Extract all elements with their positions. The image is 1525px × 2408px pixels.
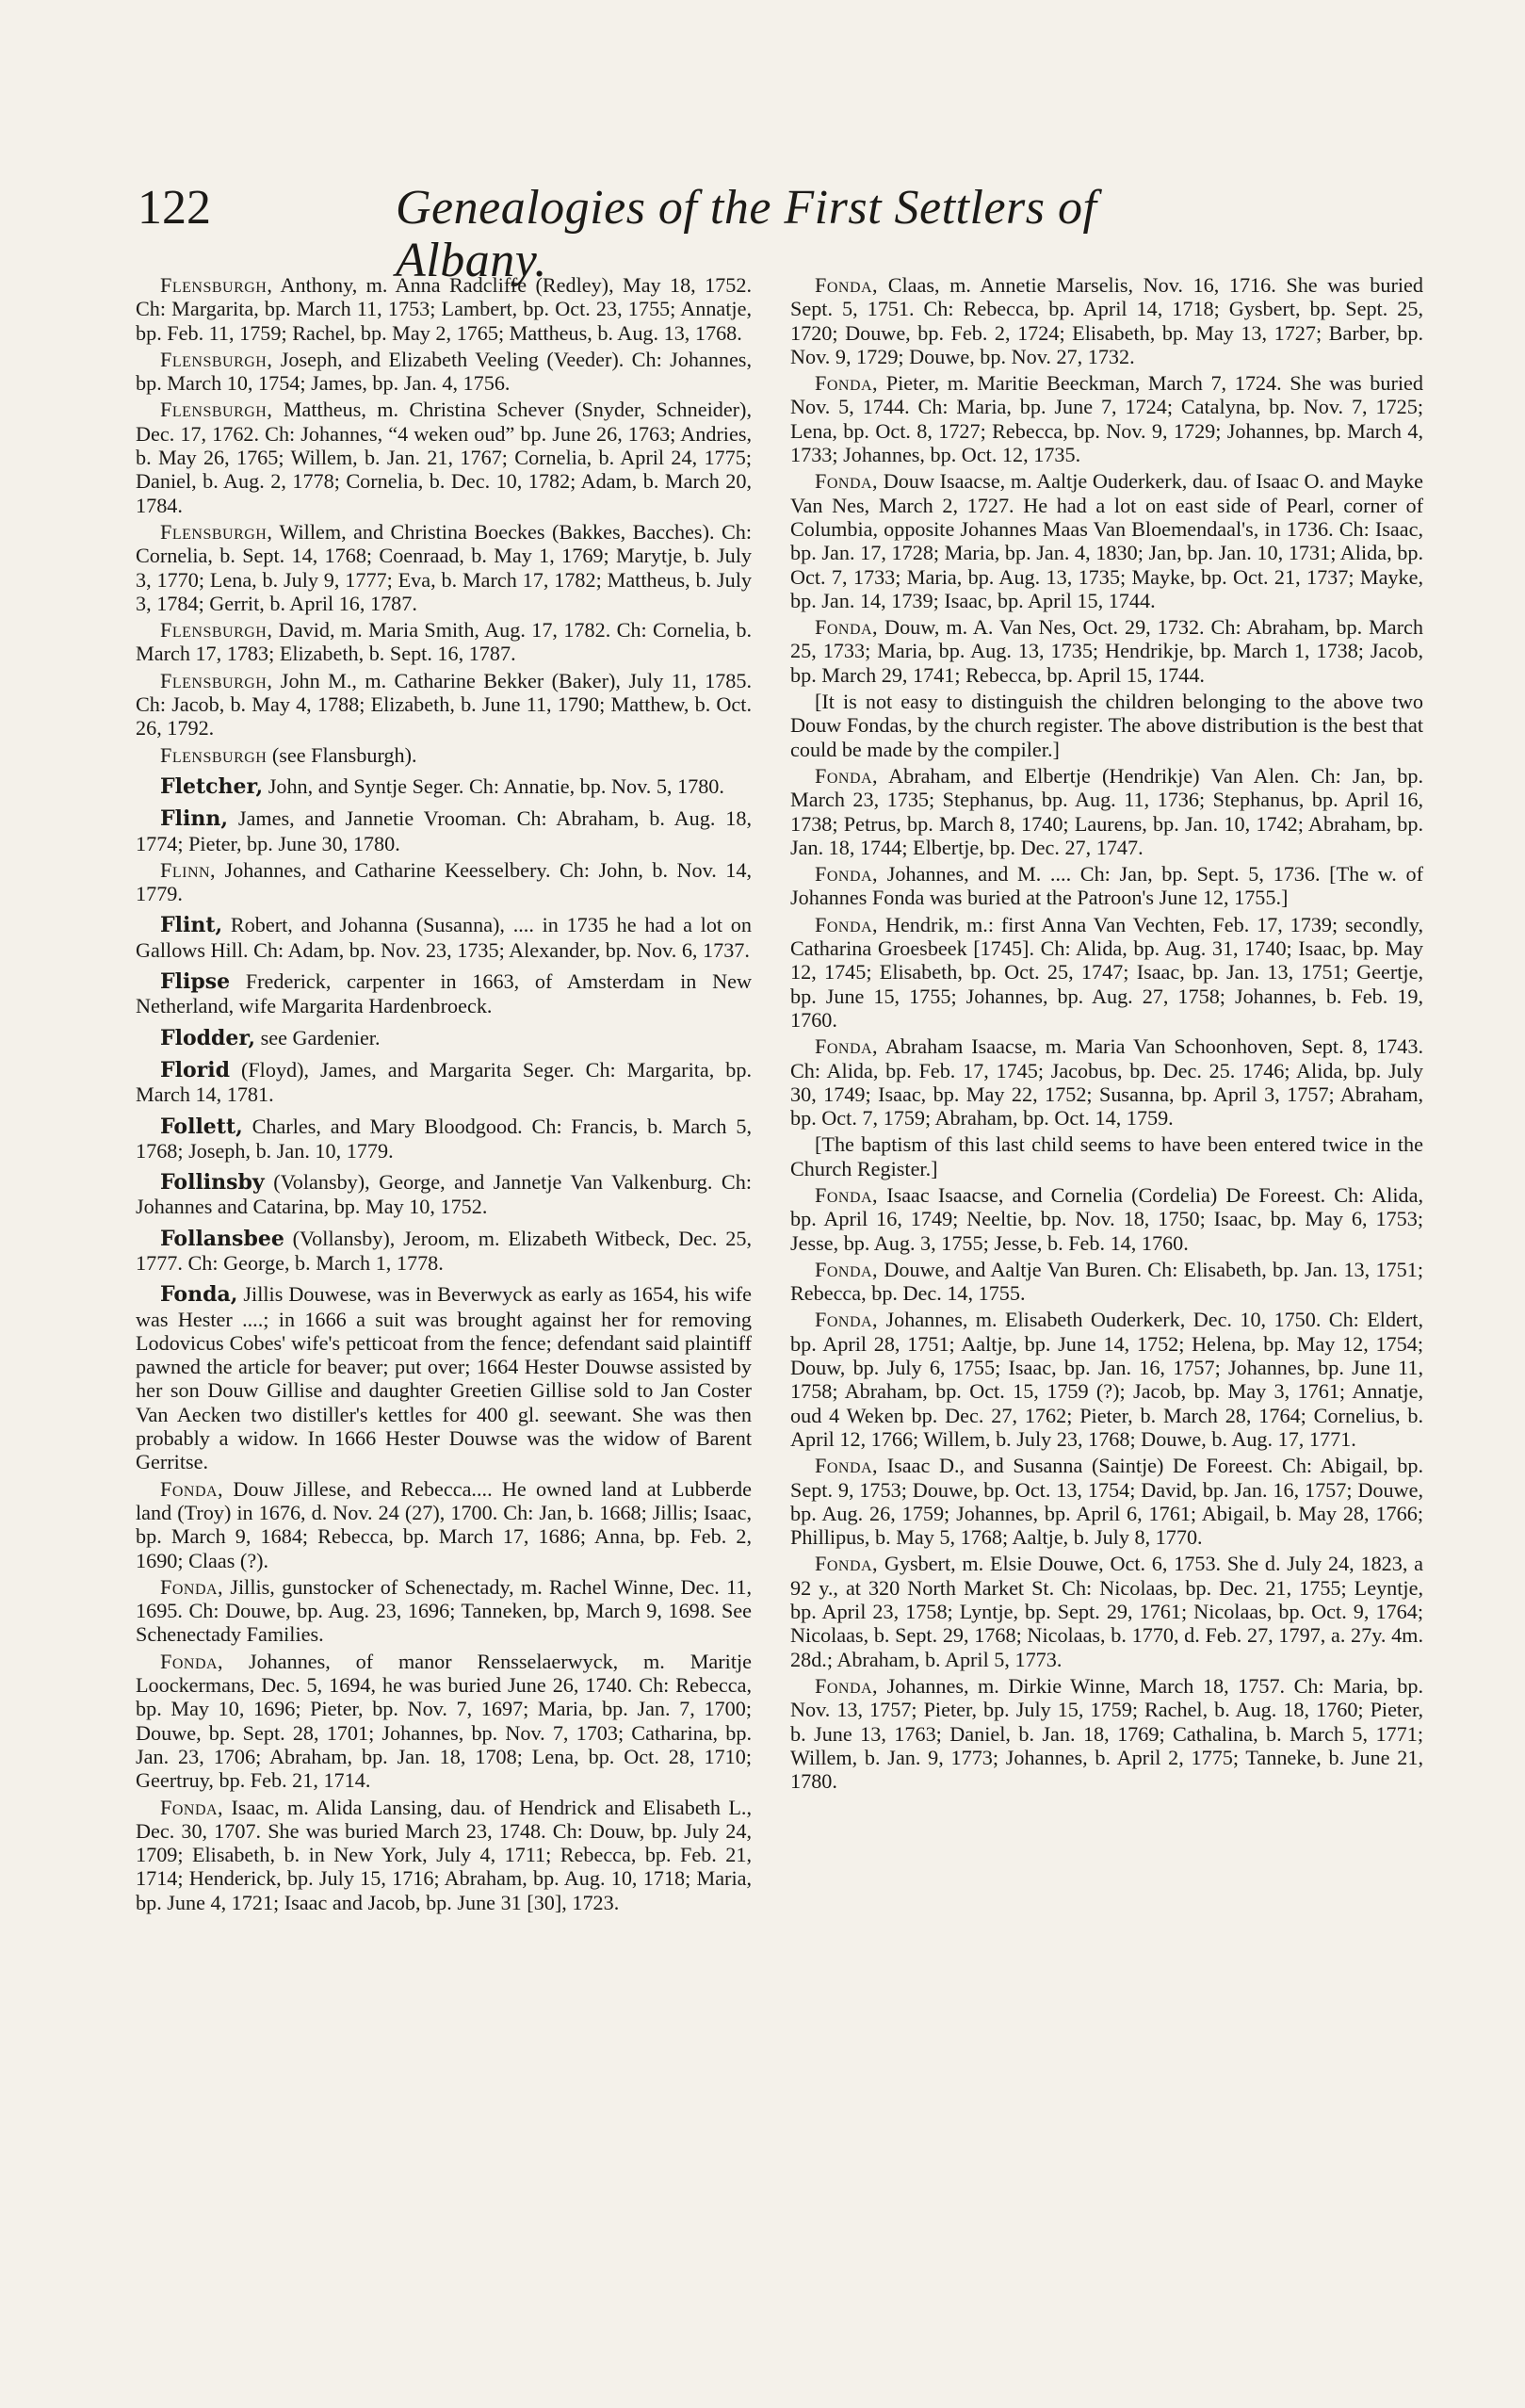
- genealogy-entry: [136, 398, 752, 516]
- entry-text: Pieter, m. Maritie Beeckman, March 7, 1724. She was buried Nov. 5, 1744. Ch: Maria, bp. June 7, 1724; Catalyna, bp. Nov. 7, 1725; Lena, bp. Oct. 8, 1727; Rebecca, bp. Nov. 9, 1729; Johannes, bp. March 4, 1733; Johannes, bp. Oct. 12, 1735.: [790, 371, 1423, 467]
- surname-heading: Fonda,: [815, 1182, 879, 1207]
- genealogy-entry: [136, 774, 752, 799]
- page-number: 122: [138, 181, 211, 235]
- surname-heading: Follett,: [160, 1114, 243, 1139]
- genealogy-entry: [136, 743, 752, 767]
- surname-heading: Fonda,: [815, 1034, 879, 1059]
- right-column: [790, 273, 1423, 1796]
- surname-heading: Fonda,: [815, 912, 879, 936]
- surname-heading: Fonda,: [160, 1795, 224, 1819]
- surname-heading: Flensburgh,: [160, 519, 273, 544]
- genealogy-entry: [136, 1227, 752, 1276]
- genealogy-entry: [790, 469, 1423, 612]
- running-title: Genealogies of the First Settlers of Albany.: [396, 181, 1097, 287]
- entry-text: Johannes, and Catharine Keesselbery. Ch: John, b. Nov. 14, 1779.: [136, 857, 752, 906]
- surname-heading: Fonda,: [815, 371, 879, 396]
- entry-text: (Volansby), George, and Jannetje Van Valkenburg. Ch: Johannes and Catarina, bp. May 10, 1752.: [136, 1170, 752, 1219]
- genealogy-entry: [136, 1058, 752, 1107]
- genealogy-entry: [790, 1183, 1423, 1255]
- entry-text: (Vollansby), Jeroom, m. Elizabeth Witbeck, Dec. 25, 1777. Ch: George, b. March 1, 1778.: [136, 1226, 752, 1275]
- surname-heading: Flensburgh,: [160, 618, 273, 643]
- entry-text: Willem, and Christina Boeckes (Bakkes, Bacches). Ch: Cornelia, b. Sept. 14, 1768; Coenraad, b. May 1, 1769; Marytje, b. July 3, 1770; Lena, b. July 9, 1777; Eva, b. March 17, 1782; Mattheus, b. July 3, 1784; Gerrit, b. April 16, 1787.: [136, 519, 752, 615]
- surname-heading: Flensburgh,: [160, 273, 273, 297]
- entry-text: Abraham Isaacse, m. Maria Van Schoonhoven, Sept. 8, 1743. Ch: Alida, bp. Feb. 17, 1745; Jacobus, bp. Dec. 25. 1746; Alida, bp. July 30, 1749; Isaac, bp. May 22, 1752; Susanna, bp. April 3, 1757; Abraham, bp. Oct. 7, 1759; Abraham, bp. Oct. 14, 1759.: [790, 1034, 1423, 1131]
- genealogy-entry: [136, 1026, 752, 1050]
- surname-heading: Fonda,: [815, 763, 879, 788]
- surname-heading: Fonda,: [815, 1552, 879, 1576]
- entry-text: John M., m. Catharine Bekker (Baker), July 11, 1785. Ch: Jacob, b. May 4, 1788; Elizabeth, b. June 11, 1790; Matthew, b. Oct. 26, 1792.: [136, 668, 752, 740]
- entry-text: Charles, and Mary Bloodgood. Ch: Francis, b. March 5, 1768; Joseph, b. Jan. 10, 1779.: [136, 1114, 752, 1163]
- entry-text: Isaac D., and Susanna (Saintje) De Foreest. Ch: Abigail, bp. Sept. 9, 1753; Douwe, bp. Oct. 13, 1754; David, bp. Jan. 16, 1757; Douwe, bp. Aug. 26, 1759; Johannes, bp. April 6, 1761; Abigail, b. May 28, 1766; Phillipus, b. May 5, 1768; Aaltje, b. July 8, 1770.: [790, 1454, 1423, 1550]
- entry-text: (see Flansburgh).: [267, 742, 417, 767]
- entry-text: James, and Jannetie Vrooman. Ch: Abraham, b. Aug. 18, 1774; Pieter, bp. June 30, 1780.: [136, 806, 752, 855]
- genealogy-entry: [790, 764, 1423, 859]
- surname-heading: Flinn,: [160, 806, 228, 832]
- genealogy-entry: [790, 690, 1423, 761]
- genealogy-entry: [790, 1674, 1423, 1793]
- surname-heading: Flinn,: [160, 857, 217, 882]
- entry-text: Jillis Douwese, was in Beverwyck as early as 1654, his wife was Hester ....; in 1666 a suit was brought against her for removing Lodovicus Cobes' wife's petticoat from the fence; defendant said plaintiff pawned the article for beaver; put over; 1664 Hester Douwse assisted by her son Douw Gillise and daughter Greetien Gillise sold to Jan Coster Van Aecken two distiller's kettles for 400 gl. seewant. She was then probably a widow. In 1666 Hester Douwse was the widow of Barent Gerritse.: [136, 1282, 752, 1474]
- entry-text: Abraham, and Elbertje (Hendrikje) Van Alen. Ch: Jan, bp. March 23, 1735; Stephanus, bp. Aug. 11, 1736; Stephanus, bp. April 16, 1738; Petrus, bp. March 8, 1740; Laurens, bp. Jan. 10, 1742; Abraham, bp. Jan. 18, 1744; Elbertje, bp. Dec. 27, 1747.: [790, 763, 1423, 859]
- entry-text: Johannes, and M. .... Ch: Jan, bp. Sept. 5, 1736. [The w. of Johannes Fonda was buried at the Patroon's June 12, 1755.]: [790, 862, 1423, 910]
- genealogy-entry: [790, 1552, 1423, 1670]
- surname-heading: Fonda,: [160, 1476, 224, 1501]
- entry-text: [It is not easy to distinguish the children belonging to the above two Douw Fondas, by the church register. The above distribution is the best that could be made by the compiler.]: [790, 690, 1423, 761]
- entry-text: Johannes, m. Dirkie Winne, March 18, 1757. Ch: Maria, bp. Nov. 13, 1757; Pieter, bp. July 15, 1759; Rachel, b. Aug. 18, 1760; Pieter, b. June 13, 1763; Daniel, b. Jan. 18, 1769; Cathalina, b. March 5, 1771; Willem, b. Jan. 9, 1773; Johannes, b. April 2, 1775; Tanneke, b. June 21, 1780.: [790, 1673, 1423, 1794]
- entry-text: (Floyd), James, and Margarita Seger. Ch: Margarita, bp. March 14, 1781.: [136, 1057, 752, 1107]
- entry-text: Robert, and Johanna (Susanna), .... in 1735 he had a lot on Gallows Hill. Ch: Adam, bp. Nov. 23, 1735; Alexander, bp. Nov. 6, 1737.: [136, 913, 752, 962]
- entry-text: [The baptism of this last child seems to have been entered twice in the Church Register.]: [790, 1132, 1423, 1180]
- entry-text: Douw, m. A. Van Nes, Oct. 29, 1732. Ch: Abraham, bp. March 25, 1733; Maria, bp. Aug. 13, 1735; Hendrikje, bp. March 1, 1738; Jacob, bp. March 29, 1741; Rebecca, bp. April 15, 1744.: [790, 615, 1423, 687]
- surname-heading: Flensburgh: [160, 742, 268, 767]
- entry-text: Isaac, m. Alida Lansing, dau. of Hendrick and Elisabeth L., Dec. 30, 1707. She was buried March 23, 1748. Ch: Douw, bp. July 24, 1709; Elisabeth, b. in New York, July 4, 1711; Rebecca, bp. Feb. 21, 1714; Henderick, bp. July 15, 1716; Abraham, bp. Aug. 10, 1718; Maria, bp. June 4, 1721; Isaac and Jacob, bp. June 31 [30], 1723.: [136, 1795, 752, 1914]
- entry-text: Johannes, of manor Rensselaerwyck, m. Maritje Loockermans, Dec. 5, 1694, he was buried June 26, 1740. Ch: Rebecca, bp. May 10, 1696; Pieter, bp. Nov. 7, 1697; Maria, bp. Jan. 7, 1700; Douwe, bp. Sept. 28, 1701; Johannes, bp. Nov. 7, 1703; Catharina, bp. Jan. 23, 1706; Abraham, bp. Jan. 18, 1708; Lena, bp. Oct. 28, 1710; Geertruy, bp. Feb. 21, 1714.: [136, 1649, 752, 1793]
- surname-heading: Flensburgh,: [160, 668, 273, 692]
- entry-text: Douw Jillese, and Rebecca.... He owned land at Lubberde land (Troy) in 1676, d. Nov. 24 (27), 1700. Ch: Jan, b. 1668; Jillis; Isaac, bp. March 9, 1684; Rebecca, bp. March 17, 1686; Anna, bp. Feb. 2, 1690; Claas (?).: [136, 1476, 752, 1572]
- genealogy-entry: [136, 1796, 752, 1914]
- surname-heading: Fonda,: [160, 1282, 238, 1308]
- entry-text: Johannes, m. Elisabeth Ouderkerk, Dec. 10, 1750. Ch: Eldert, bp. April 28, 1751; Aaltje, bp. June 14, 1752; Helena, bp. May 12, 1754; Douw, bp. July 6, 1755; Isaac, bp. Jan. 16, 1757; Johannes, bp. June 11, 1758; Abraham, bp. Oct. 15, 1759 (?); Jacob, bp. May 3, 1761; Annatje, oud 4 Weken bp. Dec. 27, 1762; Pieter, b. March 28, 1764; Cornelius, b. April 12, 1766; Willem, b. July 23, 1768; Douwe, b. Aug. 17, 1771.: [790, 1308, 1423, 1451]
- genealogy-entry: [136, 348, 752, 396]
- genealogy-entry: [136, 806, 752, 855]
- genealogy-entry: [136, 618, 752, 666]
- genealogy-entry: [790, 1132, 1423, 1180]
- entry-text: Gysbert, m. Elsie Douwe, Oct. 6, 1753. She d. July 24, 1823, a 92 y., at 320 North Market St. Ch: Nicolaas, bp. Dec. 21, 1755; Leyntje, bp. April 23, 1758; Lyntje, bp. Sept. 29, 1761; Nicolaas, bp. Oct. 9, 1764; Nicolaas, b. Sept. 29, 1768; Nicolaas, b. 1770, d. Feb. 27, 1797, a. 27y. 4m. 28d.; Abraham, b. April 5, 1773.: [790, 1552, 1423, 1671]
- entry-text: Douwe, and Aaltje Van Buren. Ch: Elisabeth, bp. Jan. 13, 1751; Rebecca, bp. Dec. 14, 1755.: [790, 1257, 1423, 1306]
- surname-heading: Fonda,: [815, 1308, 879, 1332]
- genealogy-entry: [790, 913, 1423, 1032]
- surname-heading: Florid: [160, 1057, 230, 1082]
- genealogy-entry: [136, 1170, 752, 1219]
- genealogy-entry: [136, 858, 752, 906]
- genealogy-entry: [790, 371, 1423, 466]
- surname-heading: Fonda,: [815, 1257, 879, 1281]
- entry-text: Claas, m. Annetie Marselis, Nov. 16, 1716. She was buried Sept. 5, 1751. Ch: Rebecca, bp. April 14, 1718; Gysbert, bp. Sept. 25, 1720; Douwe, bp. Feb. 2, 1724; Elisabeth, bp. May 13, 1727; Barber, bp. Nov. 9, 1729; Douwe, bp. Nov. 27, 1732.: [790, 273, 1423, 368]
- surname-heading: Flipse: [160, 969, 231, 995]
- surname-heading: Fonda,: [815, 469, 879, 494]
- entry-text: Joseph, and Elizabeth Veeling (Veeder). Ch: Johannes, bp. March 10, 1754; James, bp. Jan. 4, 1756.: [136, 347, 752, 396]
- entry-text: see Gardenier.: [255, 1025, 381, 1049]
- entry-text: David, m. Maria Smith, Aug. 17, 1782. Ch: Cornelia, b. March 17, 1783; Elizabeth, b. Sept. 16, 1787.: [136, 618, 752, 666]
- entry-text: Mattheus, m. Christina Schever (Snyder, Schneider), Dec. 17, 1762. Ch: Johannes, “4 weken oud” bp. June 26, 1763; Andries, b. May 26, 1765; Willem, b. Jan. 21, 1767; Cornelia, b. April 24, 1775; Daniel, b. Aug. 2, 1778; Cornelia, b. Dec. 10, 1782; Adam, b. March 20, 1784.: [136, 398, 752, 517]
- genealogy-entry: [136, 520, 752, 615]
- genealogy-entry: [790, 1034, 1423, 1130]
- genealogy-entry: [790, 1454, 1423, 1549]
- surname-heading: Fonda,: [815, 1454, 879, 1478]
- surname-heading: Flensburgh,: [160, 398, 273, 422]
- surname-heading: Fonda,: [815, 1673, 879, 1698]
- surname-heading: Flodder,: [160, 1025, 256, 1050]
- entry-text: Anthony, m. Anna Radcliffe (Redley), May 18, 1752. Ch: Margarita, bp. March 11, 1753; Lambert, bp. Oct. 23, 1755; Annatje, bp. Feb. 11, 1759; Rachel, bp. May 2, 1765; Mattheus, b. Aug. 13, 1768.: [136, 273, 752, 345]
- entry-text: Frederick, carpenter in 1663, of Amsterdam in New Netherland, wife Margarita Hardenbroeck.: [136, 969, 752, 1018]
- genealogy-entry: [136, 1650, 752, 1793]
- genealogy-entry: [136, 669, 752, 740]
- surname-heading: Fonda,: [815, 862, 879, 887]
- entry-text: John, and Syntje Seger. Ch: Annatie, bp. Nov. 5, 1780.: [263, 773, 724, 798]
- genealogy-entry: [790, 273, 1423, 368]
- surname-heading: Fletcher,: [160, 773, 264, 799]
- surname-heading: Fonda,: [160, 1649, 224, 1673]
- surname-heading: Flint,: [160, 913, 223, 938]
- left-column: [136, 273, 752, 1917]
- entry-text: Jillis, gunstocker of Schenectady, m. Rachel Winne, Dec. 11, 1695. Ch: Douwe, bp. Aug. 23, 1696; Tanneken, bp, March 9, 1698. See Schenectady Families.: [136, 1574, 752, 1647]
- genealogy-entry: [790, 615, 1423, 687]
- entry-text: Douw Isaacse, m. Aaltje Ouderkerk, dau. of Isaac O. and Mayke Van Nes, March 2, 1727. He had a lot on east side of Pearl, corner of Columbia, opposite Johannes Maas Van Bloemendaal's, in 1736. Ch: Isaac, bp. Jan. 17, 1728; Maria, bp. Jan. 4, 1830; Jan, bp. Jan. 10, 1731; Alida, bp. Oct. 7, 1733; Maria, bp. Aug. 13, 1735; Mayke, bp. Oct. 21, 1737; Mayke, bp. Jan. 14, 1739; Isaac, bp. April 15, 1744.: [790, 469, 1423, 612]
- genealogy-entry: [136, 273, 752, 345]
- genealogy-entry: [136, 913, 752, 962]
- genealogy-entry: [136, 969, 752, 1018]
- surname-heading: Follinsby: [160, 1170, 265, 1196]
- genealogy-entry: [136, 1115, 752, 1163]
- genealogy-entry: [790, 1308, 1423, 1451]
- entry-text: Isaac Isaacse, and Cornelia (Cordelia) De Foreest. Ch: Alida, bp. April 16, 1749; Neeltie, bp. Nov. 18, 1750; Isaac, bp. May 6, 1753; Jesse, bp. Aug. 3, 1755; Jesse, b. Feb. 14, 1760.: [790, 1182, 1423, 1255]
- genealogy-entry: [790, 862, 1423, 910]
- genealogy-entry: [790, 1258, 1423, 1306]
- surname-heading: Flensburgh,: [160, 347, 273, 371]
- surname-heading: Fonda,: [815, 273, 879, 297]
- surname-heading: Follansbee: [160, 1226, 284, 1251]
- surname-heading: Fonda,: [160, 1574, 224, 1599]
- genealogy-entry: [136, 1477, 752, 1572]
- genealogy-entry: [136, 1282, 752, 1473]
- entry-text: Hendrik, m.: first Anna Van Vechten, Feb. 17, 1739; secondly, Catharina Groesbeek [1745]. Ch: Alida, bp. Aug. 31, 1740; Isaac, bp. May 12, 1745; Elisabeth, bp. Oct. 25, 1747; Isaac, bp. Jan. 13, 1751; Geertje, bp. June 15, 1755; Johannes, bp. Aug. 27, 1758; Johannes, b. Feb. 19, 1760.: [790, 912, 1423, 1032]
- genealogy-entry: [136, 1575, 752, 1647]
- surname-heading: Fonda,: [815, 615, 879, 640]
